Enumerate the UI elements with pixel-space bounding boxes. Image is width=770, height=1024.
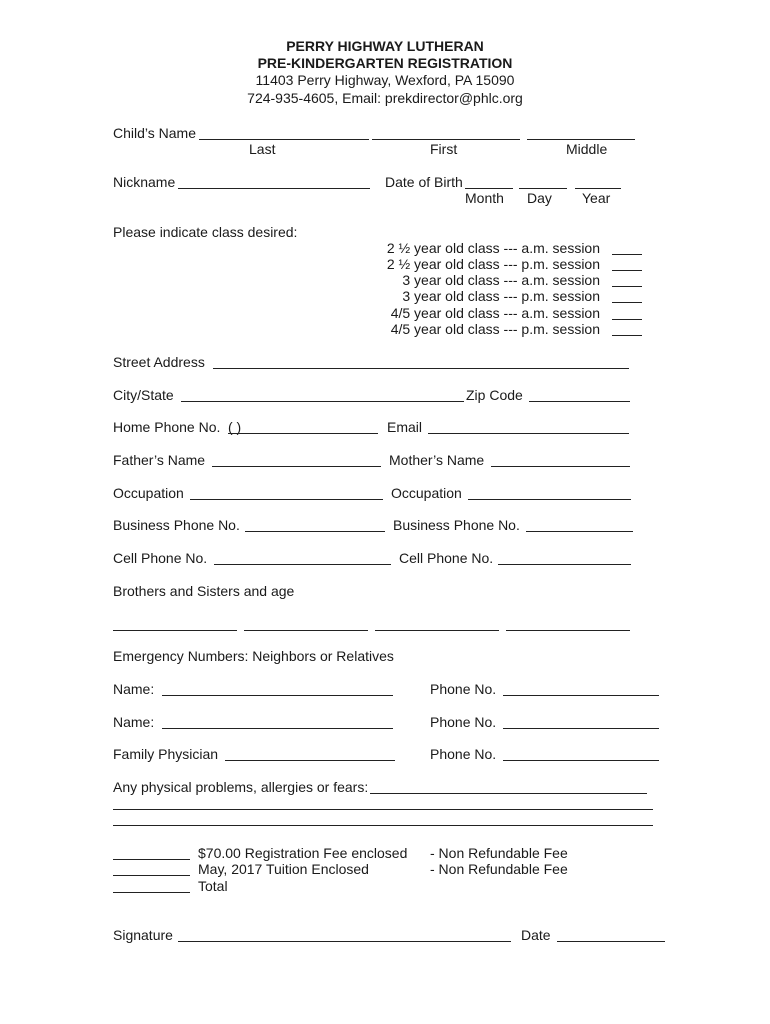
class-option-label: 2 ½ year old class --- p.m. session	[386, 256, 600, 272]
month-caption: Month	[465, 190, 504, 206]
emergency-phone-field[interactable]	[503, 728, 659, 729]
form-title-line2: PRE-KINDERGARTEN REGISTRATION	[257, 55, 513, 71]
signature-label: Signature	[113, 927, 173, 943]
signature-field[interactable]	[178, 941, 511, 942]
last-caption: Last	[249, 141, 276, 157]
sibling-field[interactable]	[113, 630, 237, 631]
physical-problems-field[interactable]	[113, 825, 653, 826]
father-business-phone-label: Business Phone No.	[113, 517, 240, 533]
nickname-label: Nickname	[113, 174, 176, 190]
physician-phone-field[interactable]	[503, 760, 659, 761]
class-option-label: 4/5 year old class --- p.m. session	[390, 321, 600, 337]
class-option-checkbox[interactable]	[612, 335, 642, 336]
father-name-field[interactable]	[212, 466, 381, 467]
middle-caption: Middle	[566, 141, 608, 157]
father-business-phone-field[interactable]	[245, 531, 385, 532]
zip-code-label: Zip Code	[466, 387, 523, 403]
class-option-checkbox[interactable]	[612, 286, 642, 287]
mother-occupation-label: Occupation	[391, 485, 462, 501]
family-physician-label: Family Physician	[113, 746, 219, 762]
mother-business-phone-field[interactable]	[526, 531, 633, 532]
sibling-field[interactable]	[244, 630, 368, 631]
class-option-checkbox[interactable]	[612, 302, 642, 303]
emergency-name-label: Name:	[113, 714, 155, 730]
physician-phone-label: Phone No.	[430, 746, 497, 762]
physical-problems-label: Any physical problems, allergies or fears:	[113, 779, 369, 795]
child-first-name-field[interactable]	[372, 139, 520, 140]
mother-cell-phone-field[interactable]	[498, 564, 631, 565]
tuition-note: - Non Refundable Fee	[430, 861, 568, 877]
emergency-heading: Emergency Numbers: Neighbors or Relatives	[113, 648, 394, 664]
class-option-label: 3 year old class --- a.m. session	[402, 272, 600, 288]
total-label: Total	[198, 878, 228, 894]
city-state-field[interactable]	[181, 401, 464, 402]
date-label: Date	[521, 927, 551, 943]
home-phone-label: Home Phone No.	[113, 419, 221, 435]
mother-cell-phone-label: Cell Phone No.	[399, 550, 494, 566]
dob-day-field[interactable]	[519, 188, 567, 189]
emergency-name-field[interactable]	[162, 728, 393, 729]
emergency-name-label: Name:	[113, 681, 155, 697]
father-cell-phone-field[interactable]	[214, 564, 391, 565]
date-field[interactable]	[557, 941, 665, 942]
class-option-label: 2 ½ year old class --- a.m. session	[386, 240, 600, 256]
father-occupation-field[interactable]	[190, 499, 383, 500]
tuition-label: May, 2017 Tuition Enclosed	[198, 861, 369, 877]
physical-problems-field[interactable]	[370, 793, 647, 794]
child-name-label: Child’s Name	[113, 125, 196, 141]
total-field[interactable]	[113, 892, 190, 893]
school-contact: 724-935-4605, Email: prekdirector@phlc.org	[247, 90, 523, 106]
dob-month-field[interactable]	[465, 188, 513, 189]
school-address: 11403 Perry Highway, Wexford, PA 15090	[255, 72, 515, 88]
class-option-checkbox[interactable]	[612, 270, 642, 271]
mother-business-phone-label: Business Phone No.	[393, 517, 520, 533]
registration-fee-note: - Non Refundable Fee	[430, 845, 568, 861]
class-option-label: 4/5 year old class --- a.m. session	[390, 305, 600, 321]
siblings-label: Brothers and Sisters and age	[113, 583, 295, 599]
email-label: Email	[387, 419, 423, 435]
mother-name-label: Mother’s Name	[389, 452, 485, 468]
mother-occupation-field[interactable]	[468, 499, 631, 500]
emergency-phone-label: Phone No.	[430, 714, 497, 730]
nickname-field[interactable]	[178, 188, 370, 189]
registration-fee-label: $70.00 Registration Fee enclosed	[198, 845, 408, 861]
father-occupation-label: Occupation	[113, 485, 184, 501]
city-state-label: City/State	[113, 387, 174, 403]
class-option-label: 3 year old class --- p.m. session	[402, 288, 600, 304]
physical-problems-field[interactable]	[113, 809, 653, 810]
dob-year-field[interactable]	[575, 188, 621, 189]
home-phone-field[interactable]	[228, 433, 378, 434]
sibling-field[interactable]	[506, 630, 630, 631]
class-option-checkbox[interactable]	[612, 319, 642, 320]
sibling-field[interactable]	[375, 630, 499, 631]
first-caption: First	[430, 141, 458, 157]
form-title-line1: PERRY HIGHWAY LUTHERAN	[286, 38, 484, 54]
emergency-name-field[interactable]	[162, 695, 393, 696]
zip-code-field[interactable]	[529, 401, 630, 402]
emergency-phone-label: Phone No.	[430, 681, 497, 697]
father-cell-phone-label: Cell Phone No.	[113, 550, 208, 566]
tuition-field[interactable]	[113, 875, 190, 876]
father-name-label: Father’s Name	[113, 452, 206, 468]
street-address-field[interactable]	[213, 368, 629, 369]
day-caption: Day	[527, 190, 552, 206]
class-prompt: Please indicate class desired:	[113, 224, 298, 240]
year-caption: Year	[582, 190, 611, 206]
child-last-name-field[interactable]	[199, 139, 369, 140]
registration-fee-field[interactable]	[113, 859, 190, 860]
home-phone-area-code: ( )	[228, 419, 242, 435]
child-middle-name-field[interactable]	[527, 139, 635, 140]
emergency-phone-field[interactable]	[503, 695, 659, 696]
dob-label: Date of Birth	[385, 174, 463, 190]
mother-name-field[interactable]	[491, 466, 630, 467]
class-option-checkbox[interactable]	[612, 254, 642, 255]
street-address-label: Street Address	[113, 354, 205, 370]
email-field[interactable]	[428, 433, 629, 434]
family-physician-field[interactable]	[225, 760, 395, 761]
